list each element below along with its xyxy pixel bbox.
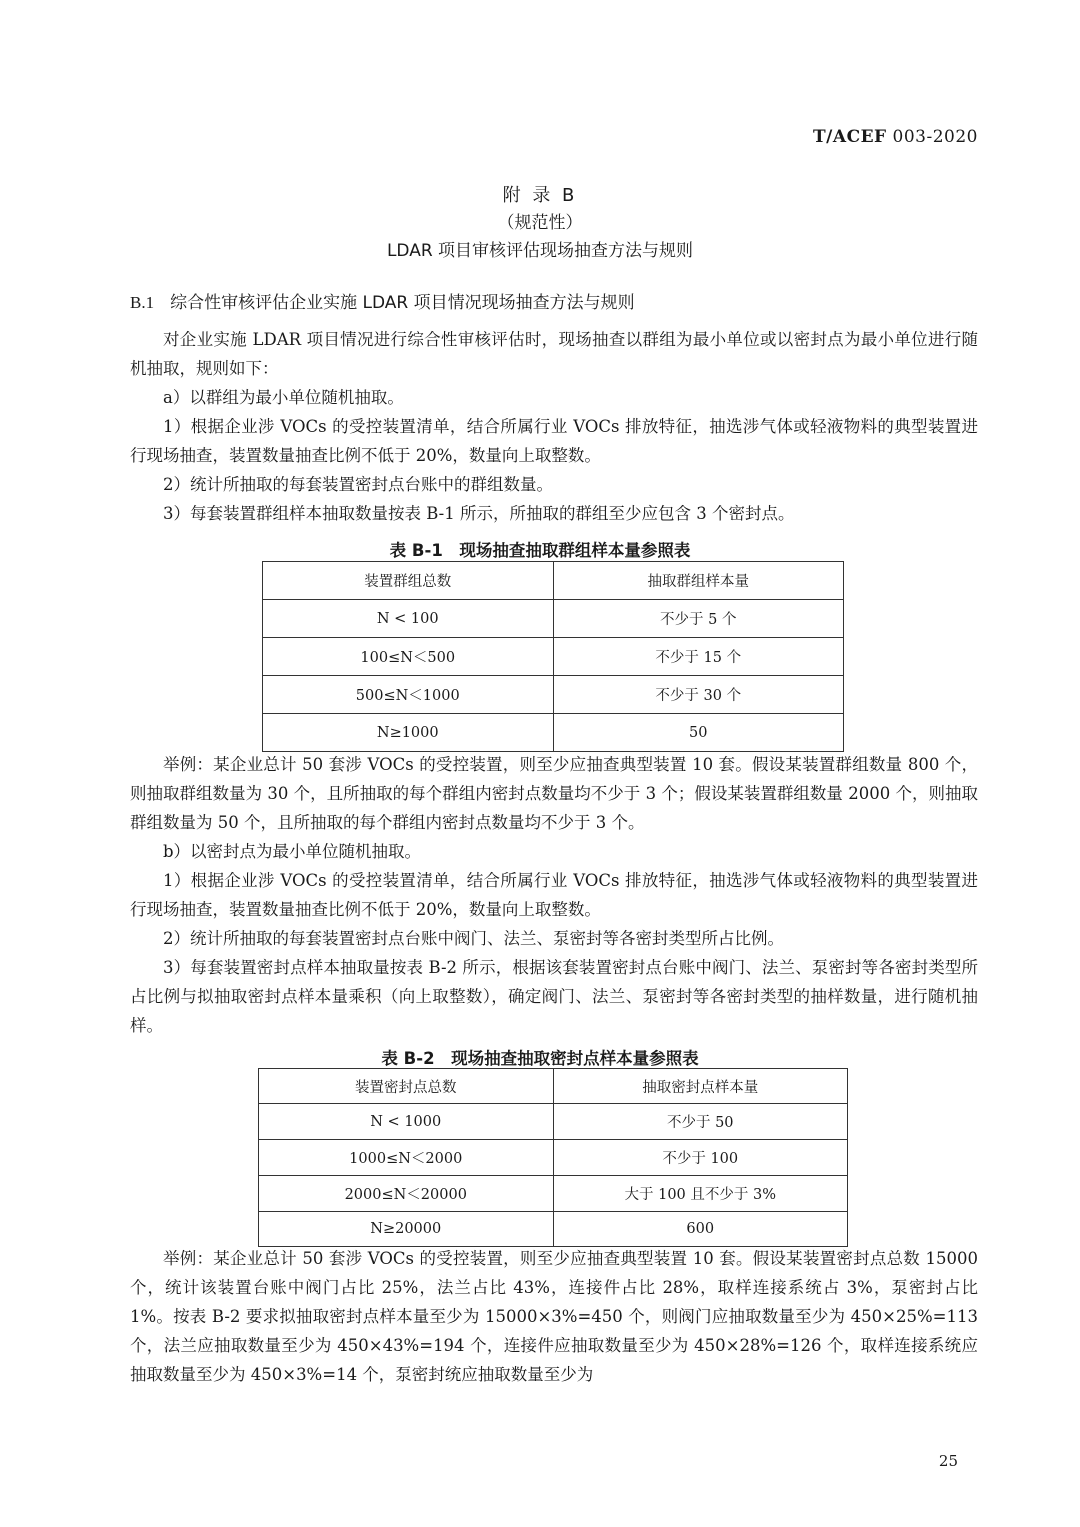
paragraph: 1）根据企业涉 VOCs 的受控装置清单，结合所属行业 VOCs 排放特征，抽选涉气体或轻液物料的典型装置进行现场抽查，装置数量抽查比例不低于 20%，数量向上取整数。 [130, 417, 978, 465]
table-header-cell: 装置群组总数 [263, 562, 554, 600]
table-b2-title: 表 B-2 现场抽查抽取密封点样本量参照表 [381, 1049, 699, 1068]
table-cell: 500≤N＜1000 [263, 676, 554, 714]
table-cell: 2000≤N＜20000 [259, 1176, 554, 1212]
table-header-cell: 抽取密封点样本量 [553, 1069, 848, 1104]
appendix-nature: （规范性） [497, 213, 583, 233]
section-number: B.1 [130, 293, 155, 312]
table-cell: N < 100 [263, 600, 554, 638]
section-heading [130, 288, 635, 313]
table-header-row [263, 562, 844, 600]
table-cell: N≥1000 [263, 714, 554, 752]
table-b1-title: 表 B-1 现场抽查抽取群组样本量参照表 [389, 541, 691, 560]
standard-code-number: 003-2020 [892, 127, 978, 147]
paragraph: 举例：某企业总计 50 套涉 VOCs 的受控装置，则至少应抽查典型装置 10 套。假设某装置密封点总数 15000 个，统计该装置台账中阀门占比 25%，法兰占比 43%，连接件占比 28%，取样连接系统占 3%，泵密封占比 1%。按表 B-2 要求拟抽取密封点样本量至少为 15000×3%=450 个，则阀门应抽取数量至少为 450×25%=113 个，法兰应抽取数量至少为 450×43%=194 个，连接件应抽取数量至少为 450×28%=126 个，取样连接系统应抽取数量至少为 450×3%=14 个，泵密封统应抽取数量至少为 [130, 1249, 978, 1384]
paragraph: 对企业实施 LDAR 项目情况进行综合性审核评估时，现场抽查以群组为最小单位或以密封点为最小单位进行随机抽取，规则如下： [130, 330, 978, 378]
table-header-cell: 抽取群组样本量 [553, 562, 844, 600]
table-row [263, 714, 844, 752]
table-row [259, 1212, 848, 1247]
table-cell: 不少于 100 [553, 1140, 848, 1176]
table-cell: 不少于 30 个 [553, 676, 844, 714]
page-number: 25 [938, 1452, 958, 1470]
paragraph-block-b [130, 750, 978, 1040]
paragraph: 2）统计所抽取的每套装置密封点台账中的群组数量。 [163, 475, 553, 494]
standard-code-prefix: T/ACEF [813, 127, 887, 147]
table-b2 [258, 1068, 848, 1247]
appendix-title: LDAR 项目审核评估现场抽查方法与规则 [386, 241, 694, 261]
table-cell: 不少于 15 个 [553, 638, 844, 676]
paragraph-block-c [130, 1244, 978, 1389]
table-cell: 50 [553, 714, 844, 752]
table-cell: 不少于 5 个 [553, 600, 844, 638]
table-row [263, 676, 844, 714]
table-header-cell: 装置密封点总数 [259, 1069, 554, 1104]
table-row [259, 1140, 848, 1176]
table-row [259, 1104, 848, 1140]
paragraph: 2）统计所抽取的每套装置密封点台账中阀门、法兰、泵密封等各密封类型所占比例。 [163, 929, 784, 948]
section-title: 综合性审核评估企业实施 LDAR 项目情况现场抽查方法与规则 [170, 293, 635, 313]
table-cell: 1000≤N＜2000 [259, 1140, 554, 1176]
table-cell: 大于 100 且不少于 3% [553, 1176, 848, 1212]
table-cell: 不少于 50 [553, 1104, 848, 1140]
paragraph-block-a [130, 325, 978, 528]
table-b1 [262, 561, 844, 752]
paragraph: 3）每套装置群组样本抽取数量按表 B-1 所示，所抽取的群组至少应包含 3 个密封点。 [163, 504, 795, 523]
paragraph: a）以群组为最小单位随机抽取。 [163, 388, 404, 407]
table-cell: 100≤N＜500 [263, 638, 554, 676]
paragraph: 3）每套装置密封点样本抽取量按表 B-2 所示，根据该套装置密封点台账中阀门、法兰、泵密封等各密封类型所占比例与拟抽取密封点样本量乘积（向上取整数），确定阀门、法兰、泵密封等各密封类型的抽样数量，进行随机抽样。 [130, 958, 978, 1035]
table-row [263, 638, 844, 676]
table-cell: N≥20000 [259, 1212, 554, 1247]
table-header-row [259, 1069, 848, 1104]
table-cell: 600 [553, 1212, 848, 1247]
table-row [259, 1176, 848, 1212]
appendix-label: 附 录 B [502, 185, 578, 206]
paragraph: b）以密封点为最小单位随机抽取。 [163, 842, 422, 861]
paragraph: 1）根据企业涉 VOCs 的受控装置清单，结合所属行业 VOCs 排放特征，抽选涉气体或轻液物料的典型装置进行现场抽查，装置数量抽查比例不低于 20%，数量向上取整数。 [130, 871, 978, 919]
paragraph: 举例：某企业总计 50 套涉 VOCs 的受控装置，则至少应抽查典型装置 10 套。假设某装置群组数量 800 个，则抽取群组数量为 30 个，且所抽取的每个群组内密封点数量均不少于 3 个；假设某装置群组数量 2000 个，则抽取群组数量为 50 个，且所抽取的每个群组内密封点数量均不少于 3 个。 [130, 755, 978, 832]
standard-code [813, 127, 978, 147]
table-cell: N < 1000 [259, 1104, 554, 1140]
table-row [263, 600, 844, 638]
